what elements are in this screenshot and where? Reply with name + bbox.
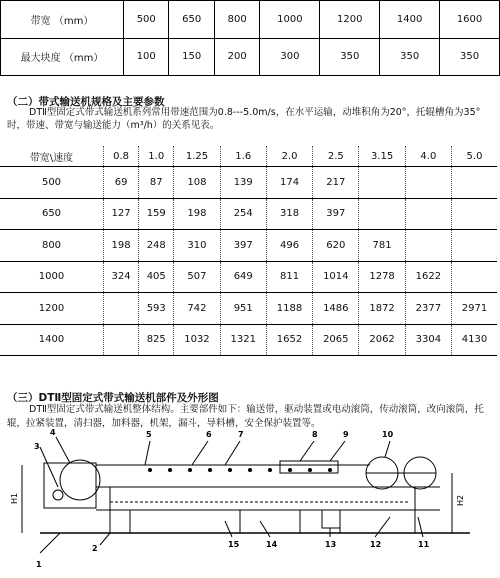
section-title: （二）带式输送机规格及主要参数 <box>7 96 165 108</box>
table-cell <box>452 167 498 199</box>
table-cell: 100 <box>124 38 169 76</box>
table-cell: 350 <box>380 38 440 76</box>
conveyor-diagram <box>0 425 500 578</box>
table-cell <box>405 230 451 262</box>
column-header: 2.0 <box>266 146 312 167</box>
table-cell: 397 <box>220 230 266 262</box>
table-cell: 2377 <box>405 293 451 325</box>
part-label-13: 13 <box>325 540 337 549</box>
table-cell: 1321 <box>220 324 266 356</box>
leader-line <box>225 521 232 537</box>
column-header: 1.0 <box>139 146 174 167</box>
table-cell: 139 <box>220 167 266 199</box>
table-cell: 649 <box>220 261 266 293</box>
leader-line <box>260 521 270 537</box>
table-row <box>0 167 497 199</box>
table-cell: 742 <box>174 293 220 325</box>
table-cell: 2062 <box>359 324 405 356</box>
part-label-5: 5 <box>146 430 152 439</box>
column-header: 4.0 <box>405 146 451 167</box>
table-cell: 108 <box>174 167 220 199</box>
table-cell: 198 <box>104 230 139 262</box>
table-cell <box>359 167 405 199</box>
leader-line <box>40 447 58 487</box>
table-cell: 127 <box>104 198 139 230</box>
table-cell: 507 <box>174 261 220 293</box>
table-cell: 150 <box>169 38 214 76</box>
table-cell: 593 <box>139 293 174 325</box>
part-label-10: 10 <box>382 430 394 439</box>
dimension-label-h2: H2 <box>456 494 465 506</box>
table-cell: 1400 <box>380 1 440 39</box>
table-cell: 4130 <box>452 324 498 356</box>
row-label: 带宽 （mm） <box>1 1 124 39</box>
leader-line <box>330 441 345 461</box>
drive-housing <box>44 463 96 508</box>
leader-line <box>56 437 70 463</box>
table-cell <box>452 230 498 262</box>
snub-pulley <box>53 490 63 500</box>
table-cell: 405 <box>139 261 174 293</box>
column-header: 3.15 <box>359 146 405 167</box>
leader-line <box>225 441 240 465</box>
leader-line <box>40 533 60 553</box>
table-cell <box>104 293 139 325</box>
table-row <box>0 293 497 325</box>
table-cell: 350 <box>320 38 380 76</box>
part-label-7: 7 <box>238 430 244 439</box>
leader-line <box>418 517 423 537</box>
column-header: 1.25 <box>174 146 220 167</box>
table-cell: 87 <box>139 167 174 199</box>
part-label-8: 8 <box>312 430 318 439</box>
row-label: 650 <box>0 198 104 230</box>
table-cell <box>405 198 451 230</box>
conveyor-outline <box>22 437 470 553</box>
table-cell <box>104 324 139 356</box>
table-cell: 650 <box>169 1 214 39</box>
column-header: 带宽\速度 <box>0 146 104 167</box>
table-cell: 248 <box>139 230 174 262</box>
part-label-15: 15 <box>228 540 240 549</box>
table-cell: 1000 <box>260 1 320 39</box>
table-row <box>0 261 497 293</box>
table-cell <box>452 198 498 230</box>
table-cell: 254 <box>220 198 266 230</box>
part-label-2: 2 <box>92 544 98 553</box>
table-cell: 350 <box>440 38 500 76</box>
column-header: 1.6 <box>220 146 266 167</box>
table-cell: 69 <box>104 167 139 199</box>
table-cell: 198 <box>174 198 220 230</box>
table-cell: 1872 <box>359 293 405 325</box>
section-title: （三）DTⅡ型固定式带式输送机部件及外形图 <box>7 392 219 404</box>
table-cell: 2065 <box>313 324 359 356</box>
table-cell: 159 <box>139 198 174 230</box>
table-cell: 1014 <box>313 261 359 293</box>
belt-width-block-size-table <box>0 0 500 76</box>
dimension-label-h1: H1 <box>10 492 19 504</box>
table-row <box>0 198 497 230</box>
table-cell: 500 <box>124 1 169 39</box>
table-row <box>1 1 500 39</box>
row-label: 最大块度 （mm） <box>1 38 124 76</box>
table-cell: 1622 <box>405 261 451 293</box>
drive-pulley <box>60 460 100 500</box>
row-label: 1200 <box>0 293 104 325</box>
capacity-table <box>0 146 497 356</box>
column-header: 0.8 <box>104 146 139 167</box>
part-label-1: 1 <box>36 560 42 569</box>
column-header: 5.0 <box>452 146 498 167</box>
table-cell: 300 <box>260 38 320 76</box>
row-label: 1000 <box>0 261 104 293</box>
leader-line <box>145 441 150 465</box>
table-cell: 1600 <box>440 1 500 39</box>
table-cell: 200 <box>214 38 259 76</box>
table-cell: 951 <box>220 293 266 325</box>
table-cell: 1200 <box>320 1 380 39</box>
table-cell: 324 <box>104 261 139 293</box>
table-cell: 1486 <box>313 293 359 325</box>
part-label-11: 11 <box>418 540 430 549</box>
table-row <box>1 38 500 76</box>
table-cell: 496 <box>266 230 312 262</box>
part-label-4: 4 <box>50 428 56 437</box>
table-cell: 800 <box>214 1 259 39</box>
take-up-unit <box>322 510 340 528</box>
table-cell <box>405 167 451 199</box>
table-cell: 3304 <box>405 324 451 356</box>
table-cell: 825 <box>139 324 174 356</box>
leader-line <box>375 517 390 537</box>
leader-line <box>100 533 110 545</box>
table-cell: 2971 <box>452 293 498 325</box>
table-row <box>0 230 497 262</box>
part-label-14: 14 <box>266 540 278 549</box>
table-cell: 1652 <box>266 324 312 356</box>
section-description: DTⅡ型固定式带式输送机系列常用带速范围为0.8---5.0m/s，在水平运输，动堆积角为20°，托辊槽角为35°时，带速、带宽与输送能力（m³/h）的关系见表。 <box>7 107 481 131</box>
part-label-6: 6 <box>206 430 212 439</box>
table-cell <box>359 198 405 230</box>
table-header-row <box>0 146 497 167</box>
part-label-12: 12 <box>370 540 382 549</box>
leader-line <box>300 441 314 461</box>
leader-line <box>192 441 208 465</box>
table-cell: 1188 <box>266 293 312 325</box>
table-cell: 781 <box>359 230 405 262</box>
section-description: DTⅡ型固定式带式输送机整体结构。主要部件如下：输送带，驱动装置或电动滚筒，传动滚筒，改向滚筒，托辊，拉紧装置，清扫器，加料器，机架，漏斗，导料槽，安全保护装置等。 <box>7 404 484 429</box>
table-cell: 318 <box>266 198 312 230</box>
table-cell: 174 <box>266 167 312 199</box>
table-cell: 310 <box>174 230 220 262</box>
row-label: 500 <box>0 167 104 199</box>
part-label-9: 9 <box>343 430 349 439</box>
table-cell: 1278 <box>359 261 405 293</box>
table-cell: 217 <box>313 167 359 199</box>
table-row <box>0 324 497 356</box>
table-cell <box>452 261 498 293</box>
part-labels <box>34 428 430 569</box>
table-cell: 397 <box>313 198 359 230</box>
part-label-3: 3 <box>34 442 40 451</box>
row-label: 800 <box>0 230 104 262</box>
table-cell: 620 <box>313 230 359 262</box>
row-label: 1400 <box>0 324 104 356</box>
table-cell: 811 <box>266 261 312 293</box>
leader-line <box>385 441 390 457</box>
table-cell: 1032 <box>174 324 220 356</box>
column-header: 2.5 <box>313 146 359 167</box>
idler-rollers <box>148 468 332 472</box>
